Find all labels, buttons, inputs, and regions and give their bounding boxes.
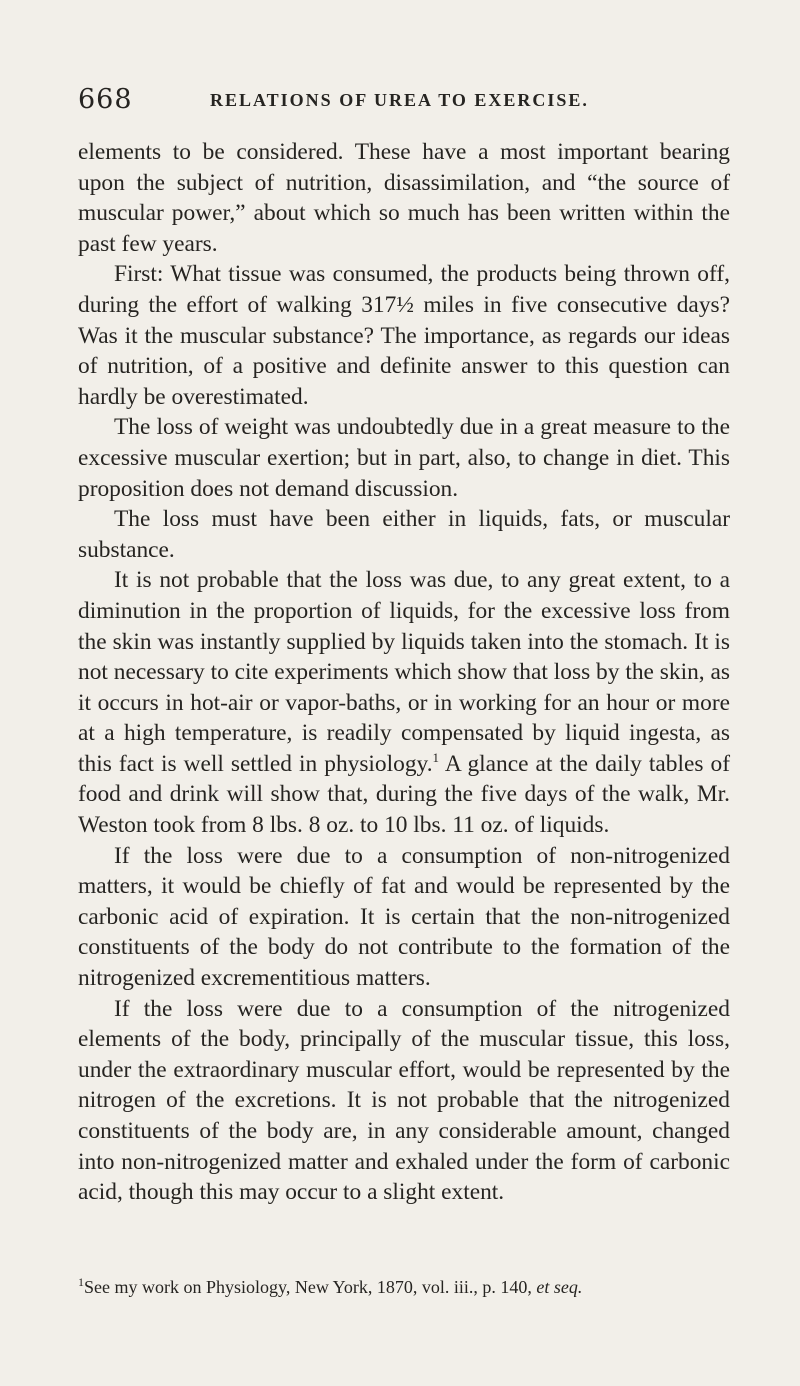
page-number: 668 — [78, 84, 133, 115]
paragraph — [78, 565, 730, 840]
body-text — [78, 137, 730, 1208]
footnote — [78, 1275, 730, 1299]
paragraph: First: What tissue was consumed, the products being thrown off, during the effort of walking 317½ miles in five consecutive days? Was it the muscular substance? The importance, as regards our ideas of nutrition, of a positive and definite answer to this question can hardly be overestimated. — [78, 261, 730, 410]
footnote-italic: et seq. — [536, 1277, 583, 1297]
paragraph-text: A glance at the daily tables of food and drink will show that, during the five days of the walk, Mr. Weston took from 8 lbs. 8 oz. to 10 lbs. 11 oz. of liquids. — [78, 750, 730, 839]
footnote-reference: 1 — [432, 750, 440, 766]
paragraph: The loss of weight was undoubtedly due in a great measure to the excessive muscular exertion; but in part, also, to change in diet. This proposition does not demand discussion. — [78, 414, 730, 502]
paragraph: The loss must have been either in liquids, fats, or muscular substance. — [78, 506, 730, 563]
paragraph-text: It is not probable that the loss was due, to any great extent, to a diminution in the proportion of liquids, for the excessive loss from the skin was instantly supplied by liquids taken into the stomach. It is not necessary to cite experiments which show that loss by the skin, as it occurs in hot-air or vapor-baths, or in working for an hour or more at a high temperature, is readily compensated by liquid ingesta, as this fact is well settled in physiology. — [78, 567, 730, 777]
running-head: RELATIONS OF UREA TO EXERCISE. — [210, 90, 589, 110]
footnote-text: See my work on Physiology, New York, 1870, vol. iii., p. 140, — [84, 1277, 532, 1297]
paragraph: If the loss were due to a consumption of the nitrogenized elements of the body, principally of the muscular tissue, this loss, under the extraordinary muscular effort, would be represented by the nitrogen of the excretions. It is not probable that the nitrogenized constituents of the body are, in any considerable amount, changed into non-nitrogenized matter and exhaled under the form of carbonic acid, though this may occur to a slight extent. — [78, 995, 730, 1206]
paragraph: If the loss were due to a consumption of non-nitrogenized matters, it would be chiefly of fat and would be represented by the carbonic acid of expiration. It is certain that the non-nitrogenized constituents of the body do not contribute to the formation of the nitrogenized excrementitious matters. — [78, 842, 730, 992]
footnote-mark: 1 — [78, 1275, 84, 1289]
page-header — [78, 84, 718, 118]
paragraph: elements to be considered. These have a most important bearing upon the subject of nutrition, disassimilation, and “the source of muscular power,” about which so much has been written within the past few years. — [78, 139, 730, 257]
